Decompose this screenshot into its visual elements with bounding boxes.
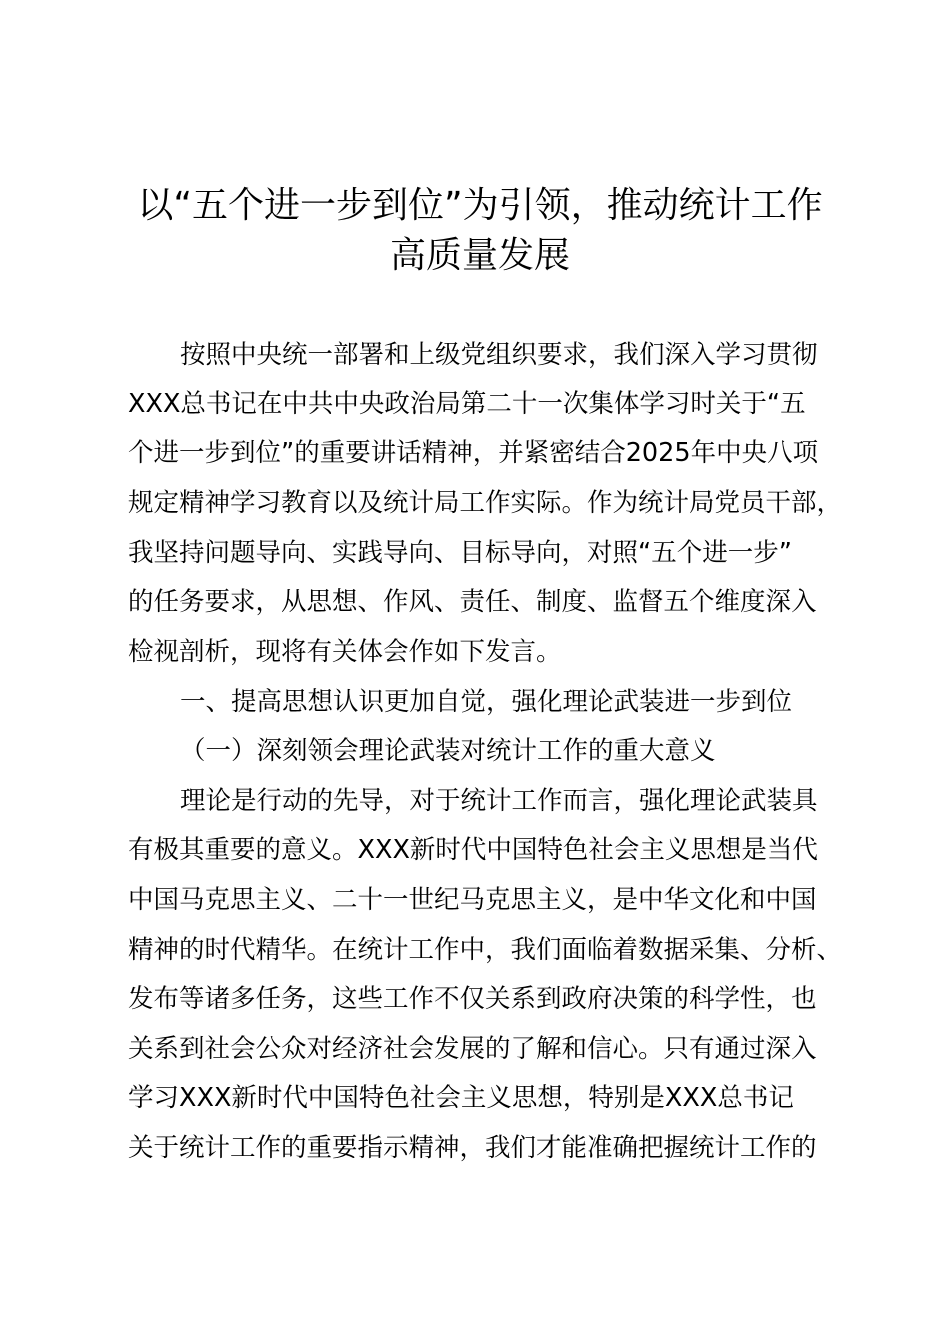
paragraph-2-line-8: 关于统计工作的重要指示精神，我们才能准确把握统计工作的 [128,1133,817,1163]
paragraph-1-line-2: XXX总书记在中共中央政治局第二十一次集体学习时关于“五 [128,389,806,419]
paragraph-1-line-6: 的任务要求，从思想、作风、责任、制度、监督五个维度深入 [128,587,817,617]
paragraph-2-line-3: 中国马克思主义、二十一世纪马克思主义，是中华文化和中国 [128,885,817,915]
paragraph-1-line-1: 按照中央统一部署和上级党组织要求，我们深入学习贯彻 [180,340,818,370]
paragraph-2-line-1: 理论是行动的先导，对于统计工作而言，强化理论武装具 [180,786,818,816]
subsection-heading-1: （一）深刻领会理论武装对统计工作的重大意义 [180,736,716,766]
document-title-line-1: 以“五个进一步到位”为引领，推动统计工作 [137,185,823,226]
section-heading-1: 一、提高思想认识更加自觉，强化理论武装进一步到位 [180,687,793,717]
paragraph-1-line-7: 检视剖析，现将有关体会作如下发言。 [128,637,562,667]
paragraph-2-line-4: 精神的时代精华。在统计工作中，我们面临着数据采集、分析、 [128,935,843,965]
paragraph-2-line-6: 关系到社会公众对经济社会发展的了解和信心。只有通过深入 [128,1034,817,1064]
paragraph-2-line-2: 有极其重要的意义。XXX新时代中国特色社会主义思想是当代 [128,835,818,865]
paragraph-2-line-5: 发布等诸多任务，这些工作不仅关系到政府决策的科学性，也 [128,984,817,1014]
paragraph-1-line-5: 我坚持问题导向、实践导向、目标导向，对照“五个进一步” [128,538,792,568]
paragraph-1-line-4: 规定精神学习教育以及统计局工作实际。作为统计局党员干部， [128,488,843,518]
paragraph-1-line-3: 个进一步到位”的重要讲话精神，并紧密结合2025年中央八项 [128,438,819,468]
paragraph-2-line-7: 学习XXX新时代中国特色社会主义思想，特别是XXX总书记 [128,1083,794,1113]
document-title-line-2: 高质量发展 [389,235,570,276]
